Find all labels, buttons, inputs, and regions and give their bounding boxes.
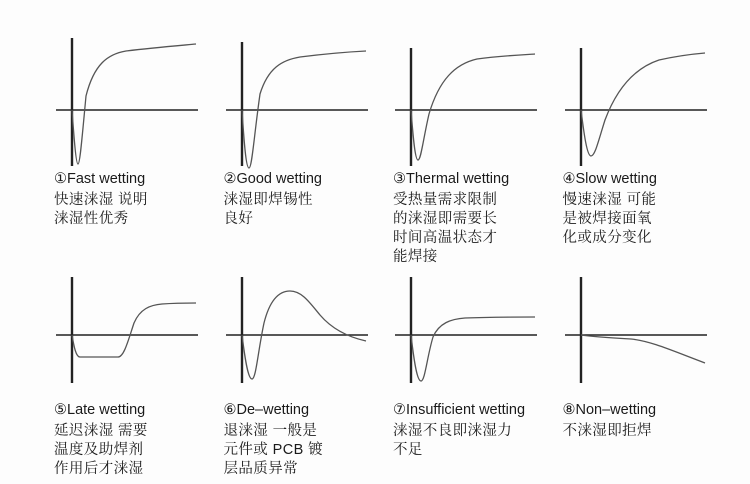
desc-line: 涞湿性优秀 bbox=[54, 210, 129, 227]
curve-svg-6 bbox=[216, 271, 376, 401]
desc-line: 化或成分变化 bbox=[562, 229, 652, 246]
desc-line: 良好 bbox=[223, 210, 254, 227]
panel-caption: ④Slow wetting bbox=[562, 171, 657, 187]
panel-description bbox=[393, 191, 497, 268]
panel-description bbox=[563, 191, 657, 248]
desc-line: 的涞湿即需要长 bbox=[393, 210, 498, 227]
panel-description bbox=[393, 422, 512, 460]
curve-svg-5 bbox=[46, 271, 206, 401]
panel-slow-wetting bbox=[555, 18, 717, 267]
desc-line: 退涞湿 一般是 bbox=[223, 422, 318, 439]
desc-line: 快速涞湿 说明 bbox=[54, 191, 148, 208]
wetting-curve bbox=[581, 335, 705, 363]
chart-non-wetting bbox=[555, 271, 715, 401]
panel-description bbox=[563, 422, 652, 441]
panel-insufficient-wetting bbox=[385, 271, 547, 479]
desc-line: 延迟涞湿 需要 bbox=[54, 422, 148, 439]
wetting-curve bbox=[72, 303, 196, 357]
panel-grid bbox=[46, 18, 716, 478]
curve-svg-1 bbox=[46, 18, 206, 170]
panel-de-wetting bbox=[216, 271, 378, 479]
panel-caption: ③Thermal wetting bbox=[393, 171, 510, 187]
panel-thermal-wetting bbox=[385, 18, 547, 267]
panel-caption: ①Fast wetting bbox=[54, 171, 146, 187]
panel-description bbox=[54, 422, 148, 479]
desc-line: 不足 bbox=[393, 441, 423, 458]
chart-fast-wetting bbox=[46, 18, 206, 170]
desc-line: 时间高温状态才 bbox=[393, 229, 498, 246]
curve-svg-4 bbox=[555, 18, 715, 170]
curve-svg-2 bbox=[216, 18, 376, 170]
panel-caption: ②Good wetting bbox=[223, 171, 322, 187]
panel-description bbox=[224, 191, 313, 229]
curve-svg-7 bbox=[385, 271, 545, 401]
curve-svg-3 bbox=[385, 18, 545, 170]
panel-caption: ⑧Non–wetting bbox=[562, 402, 657, 419]
panel-good-wetting bbox=[216, 18, 378, 267]
wetting-curve bbox=[72, 44, 196, 164]
chart-good-wetting bbox=[216, 18, 376, 170]
desc-line: 受热量需求限制 bbox=[393, 191, 498, 208]
chart-de-wetting bbox=[216, 271, 376, 401]
desc-line: 温度及助焊剂 bbox=[54, 441, 144, 458]
panel-caption: ⑤Late wetting bbox=[54, 402, 146, 419]
chart-thermal-wetting bbox=[385, 18, 545, 170]
panel-description bbox=[54, 191, 148, 229]
chart-late-wetting bbox=[46, 271, 206, 401]
panel-caption: ⑥De–wetting bbox=[223, 402, 310, 419]
wetting-curve bbox=[581, 53, 705, 156]
chart-slow-wetting bbox=[555, 18, 715, 170]
desc-line: 作用后才涞湿 bbox=[54, 461, 144, 478]
panel-late-wetting bbox=[46, 271, 208, 479]
wetting-curve bbox=[411, 54, 535, 160]
curve-svg-8 bbox=[555, 271, 715, 401]
wetting-curve bbox=[411, 317, 535, 381]
desc-line: 层品质异常 bbox=[223, 461, 298, 478]
desc-line: 是被焊接面氧 bbox=[562, 210, 652, 227]
desc-line: 涞湿即焊锡性 bbox=[223, 191, 313, 208]
chart-insufficient-wetting bbox=[385, 271, 545, 401]
panel-description bbox=[224, 422, 323, 479]
desc-line: 能焊接 bbox=[393, 249, 438, 266]
desc-line: 涞湿不良即涞湿力 bbox=[393, 422, 513, 439]
panel-non-wetting bbox=[555, 271, 717, 479]
panel-fast-wetting bbox=[46, 18, 208, 267]
desc-line: 元件或 PCB 镀 bbox=[223, 441, 323, 458]
panel-caption: ⑦Insufficient wetting bbox=[393, 402, 526, 419]
desc-line: 不涞湿即拒焊 bbox=[562, 422, 652, 439]
desc-line: 慢速涞湿 可能 bbox=[562, 191, 657, 208]
